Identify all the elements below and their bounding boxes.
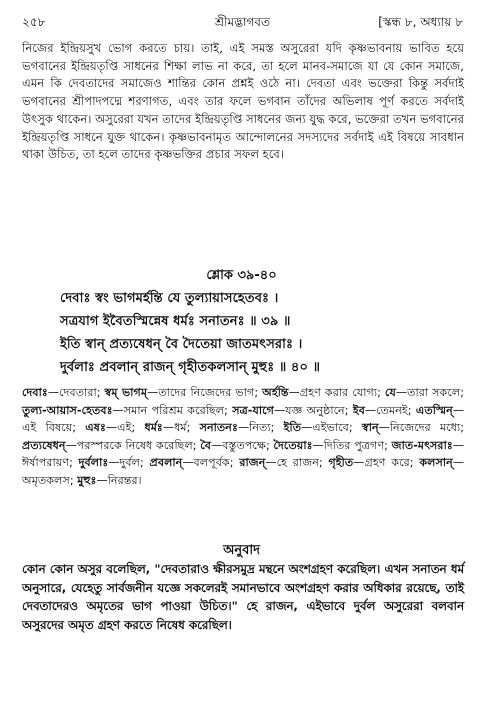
synonym-meaning: —হে রাজন; xyxy=(265,456,329,469)
synonym-meaning: —দুর্বল; xyxy=(108,456,150,469)
synonym-term: এতস্মিন্ xyxy=(415,403,453,417)
synonym-term: ইতি xyxy=(283,421,302,434)
synonym-term: যে xyxy=(384,386,396,399)
synonym-meaning: —দিতির পুত্রগণ; xyxy=(312,438,392,452)
synonym-meaning: —নিরন্তর। xyxy=(96,473,142,487)
page-number: ২৫৮ xyxy=(22,15,46,29)
synonym-term: অর্হন্তি xyxy=(262,386,289,399)
chapter-location: [স্কন্ধ ৮, অধ্যায় ৮ xyxy=(378,15,463,29)
synonym-term: রাজন্ xyxy=(239,456,266,469)
synonym-term: দেবাঃ xyxy=(22,386,48,399)
synonym-term: দুর্বলাঃ xyxy=(78,456,109,469)
synonym-term: সত্র-যাগে xyxy=(232,403,274,417)
synonym-meaning: —নিত্য; xyxy=(237,421,284,434)
synonym-term: কলসান্ xyxy=(419,456,453,469)
verse-title: শ্লোক ৩৯-৪০ xyxy=(206,268,277,283)
synonym-term: গৃহীত xyxy=(328,456,354,469)
book-title: শ্রীমদ্ভাগবত xyxy=(214,15,270,29)
synonym-meaning: —তাদের নিজেদের ভাগ; xyxy=(147,386,263,399)
synonym-meaning: —অমৃতকলস; xyxy=(22,456,465,487)
verse-line: সত্রযাগ ইবৈতস্মিন্নেষ ধর্মঃ সনাতনঃ ॥ ৩৯ ॥ xyxy=(60,314,291,329)
synonym-term: ইব xyxy=(352,403,365,417)
synonym-term: বৈ xyxy=(200,438,211,452)
synonym-term: দৈতেয়াঃ xyxy=(273,438,313,452)
synonym-meaning: —বলপূর্বক; xyxy=(182,456,240,469)
synonym-meaning: —গ্রহণ করে; xyxy=(353,456,420,469)
synonym-meaning: —বস্তুতপক্ষে; xyxy=(210,438,274,452)
synonym-meaning: —নিজেদের মধ্যে; xyxy=(378,421,464,434)
translation-text: কোন কোন অসুর বলেছিল, "দেবতারাও ক্ষীরসমুদ্র মন্থনে অংশগ্রহণ করেছিল। এখন সনাতন ধর্ম অনুসারে, যেহেতু সার্বজনীন যজ্ঞে সকলেরই সমানভাবে অংশগ্রহণ করার অধিকার রয়েছে, তাই দেবতাদেরও অমৃতের ভাগ পাওয়া উচিত।" হে রাজন, এইভাবে দুর্বল অসুরেরা বলবান অসুরদের অমৃত গ্রহণ করতে নিষেধ করেছিল। xyxy=(22,562,464,632)
synonym-meaning: —পরস্পরকে নিষেধ করেছিল; xyxy=(65,438,201,452)
synonym-meaning: —দেবতারা; xyxy=(47,386,105,399)
running-header xyxy=(22,14,463,32)
synonym-meaning: —তেমনই; xyxy=(364,403,416,417)
synonym-meaning: —সমান পরিশ্রম করেছিল; xyxy=(112,403,233,417)
synonym-meaning: —এই বিষয়ে; xyxy=(22,403,465,434)
translation-title: অনুবাদ xyxy=(223,543,260,558)
purport-paragraph: নিজের ইন্দ্রিয়সুখ ভোগ করতে চায়। তাই, এই সমস্ত অসুরেরা যদি কৃষ্ণভাবনায় ভাবিত হয়ে ভগবানের ইন্দ্রিয়তৃপ্তি সাধনের শিক্ষা লাভ না করে, তা হলে মানব-সমাজে যা যে কোন সমাজে, এমন কি দেবতাদের সমাজেও শান্তির কোন প্রশ্নই ওঠে না। দেবতা এবং ভক্তেরা কিন্তু সর্বদাই ভগবানের শ্রীপাদপদ্মে শরণাগত, এবং তার ফলে ভগবান তাঁদের অভিলাষ পূর্ণ করতে সর্বদাই উৎসুক থাকেন। অসুরেরা যখন তাদের ইন্দ্রিয়তৃপ্তি সাধনের জন্য যুদ্ধ করে, ভক্তেরা তখন ভগবানের ইন্দ্রিয়তৃপ্তি সাধনে যুক্ত থাকেন। কৃষ্ণভাবনামৃত আন্দোলনের সদস্যদের সর্বদাই এই বিষয়ে সাবধান থাকা উচিত, তা হলে তাদের কৃষ্ণভক্তির প্রচার সফল হবে। xyxy=(22,41,464,162)
synonym-term: এষঃ xyxy=(85,421,106,434)
synonym-meaning: —এইভাবে; xyxy=(301,421,362,434)
synonym-meaning: —ধর্ম; xyxy=(162,421,200,434)
synonym-meaning: —গ্রহণ করার যোগ্য; xyxy=(288,386,385,399)
synonym-term: জাত-মৎসরাঃ xyxy=(391,438,453,452)
synonym-meaning: —তারা সকলে; xyxy=(395,386,464,399)
synonym-term: স্বম্ ভাগম্ xyxy=(104,386,148,399)
verse-line: ইতি স্বান্ প্রত্যষেধন্ বৈ দৈতেয়া জাতমৎসরাঃ । xyxy=(60,337,303,352)
synonym-term: প্রত্যষেধন্ xyxy=(22,438,66,452)
synonym-term: মুহুঃ xyxy=(77,473,97,487)
synonym-term: সনাতনঃ xyxy=(199,421,238,434)
word-for-word-synonyms xyxy=(22,384,464,489)
verse-line: দেবাঃ স্বং ভাগমর্হন্তি যে তুল্যায়াসহেতবঃ । xyxy=(60,291,279,306)
synonym-term: প্রবলান্ xyxy=(149,456,183,469)
synonym-meaning: —যজ্ঞ অনুষ্ঠানে; xyxy=(273,403,353,417)
synonym-term: তুল্য-আয়াস-হেতবঃ xyxy=(22,403,113,417)
synonym-term: স্বান্ xyxy=(361,421,379,434)
synonym-meaning: —ঈর্ষাপরায়ণ; xyxy=(22,438,464,469)
synonym-meaning: —এই; xyxy=(105,421,145,434)
synonym-term: ধর্মঃ xyxy=(144,421,163,434)
verse-line: দুর্বলাঃ প্রবলান্ রাজন্ গৃহীতকলসান্ মুহুঃ ॥ ৪০ ॥ xyxy=(60,360,321,375)
